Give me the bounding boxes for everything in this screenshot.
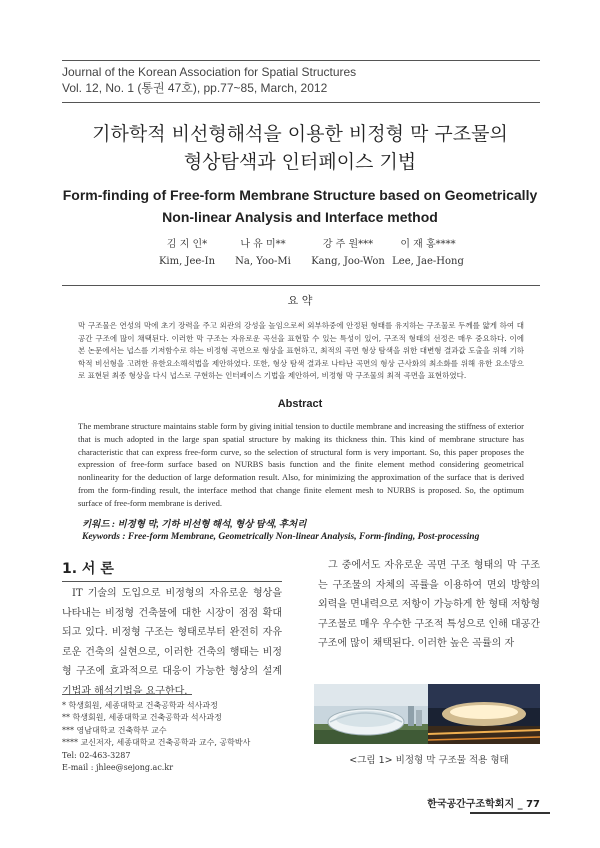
english-title: [0, 184, 600, 228]
footnote-rule: [62, 694, 192, 695]
footer-rule: [470, 812, 550, 814]
journal-issue: Vol. 12, No. 1 (통권 47호), pp.77~85, March, 2012: [62, 81, 328, 95]
author-name-ko: 강 주 원***: [322, 239, 374, 250]
author-name-en: Kang, Joo-Won: [311, 256, 385, 267]
journal-name: Journal of the Korean Association for Spatial Structures: [62, 65, 357, 79]
korean-title-line-2: 형상탐색과 인터페이스 기법: [183, 151, 417, 173]
footnotes: [62, 700, 282, 774]
summary-rule: [62, 285, 540, 286]
footnote: **** 교신저자, 세종대학교 건축공학과 교수, 공학박사: [62, 738, 251, 748]
intro-paragraph-left: IT 기술의 도입으로 비정형의 자유로운 형상을 나타내는 비정형 건축물에 대한 시장이 점점 확대되고 있다. 비정형 구조는 형태로부터 완전히 자유로운 건축의 실현으로, 이러한 건축의 행태는 비정형 구조에 효과적으로 대응이 가능한 형상의 설계 기법과 해석기법을 요구한다.: [62, 588, 282, 697]
abstract-heading: Abstract: [277, 398, 323, 410]
header-rule: [62, 102, 540, 103]
summary-korean: 막 구조물은 연성의 막에 초기 장력을 주고 외관의 강성을 높임으로써 외부하중에 안정된 형태를 유지하는 구조물로 두께를 얇게 하여 대공간 구조에 많이 채택된다. 이러한 막 구조는 자유로운 곡선을 표현할 수 있는 특성이 있어, 구조적 형태의 선정은 매우 중요하다. 이에 본 논문에서는 넙스를 기저함수로 하는 비정형 곡면으로 형상을 표현하고, 최적의 곡면 형상 탐색을 위한 대변형 결과값 도출을 위해 기하학적 비선형을 고려한 유한요소해석법을 제안하였다. 또한, 형상 탐색 결과로 나타난 곡면의 형상 근사화의 최소화를 위해 유한 요소망으로 표현된 최종 형상을 다시 넙스로 구현하는 인터페이스 기법을 제안하여, 비정형 막 구조물의 최적 곡면을 표현하였다.: [78, 321, 524, 380]
stadium-night-photo: [428, 684, 540, 744]
footnote: *** 영남대학교 건축학부 교수: [62, 725, 167, 735]
english-title-line-2: Non-linear Analysis and Interface method: [162, 209, 438, 225]
author-name-ko: 나 유 미**: [240, 239, 286, 250]
stadium-day-photo: [314, 684, 428, 744]
section-heading-introduction: 1. 서 론: [62, 561, 114, 577]
author-4: [373, 236, 483, 270]
english-title-line-1: Form-finding of Free-form Membrane Structure based on Geometrically: [62, 187, 538, 203]
author-name-ko: 이 재 홍****: [400, 239, 456, 250]
section-rule: [62, 581, 282, 582]
author-name-en: Lee, Jae-Hong: [392, 256, 464, 267]
footnote: E-mail : jhlee@sejong.ac.kr: [62, 763, 174, 773]
keywords-english: Keywords : Free-form Membrane, Geometrically Non-linear Analysis, Form-finding, Post-processing: [82, 532, 480, 542]
figure-caption: <그림 1> 비정형 막 구조물 적용 형태: [349, 755, 509, 766]
footnote: ** 학생회원, 세종대학교 건축공학과 석사과정: [62, 713, 222, 723]
footnote: Tel: 02-463-3287: [62, 750, 131, 760]
korean-title: [0, 120, 600, 176]
journal-header: [62, 64, 356, 96]
top-rule: [62, 60, 540, 61]
abstract-english: The membrane structure maintains stable form by giving initial tension to ductile membrane and increasing the stiffness of exterior that is much adopted in the large span spatial structure by making its thickness thin. This kind of membrane structure has characteristic that can express free-form curve, so the selection of structural form is very important. So, this paper proposes the expression of free-form surface based on NURBS basis function and the finite element method considering geometrical nonlinearity for the deduction of large deformation result. Also, for minimizing the approximation of the surface that is derived from the form-finding result, the interface method that change finite element mesh to NURBS is proposed. So, the optimum surface of free-form membrane is derived.: [78, 421, 524, 508]
footnote: * 학생회원, 세종대학교 건축공학과 석사과정: [62, 701, 218, 710]
author-name-en: Kim, Jee-In: [158, 256, 216, 267]
author-name-en: Na, Yoo-Mi: [235, 256, 291, 267]
korean-title-line-1: 기하학적 비선형해석을 이용한 비정형 막 구조물의: [92, 123, 508, 145]
page-footer: 한국공간구조학회지 _ 77: [427, 799, 540, 810]
intro-paragraph-right: 그 중에서도 자유로운 곡면 구조 형태의 막 구조는 구조물의 자체의 곡률을 이용하여 면외 방향의 외력을 면내력으로 저항이 가능하게 한 형태 저항형 구조물로 매우 우수한 구조적 특성으로 인해 대공간 구조에 많이 채택된다. 이러한 높은 곡률의 자: [318, 560, 540, 649]
author-name-ko: 김 지 인*: [166, 239, 208, 250]
summary-heading: 요 약: [287, 294, 313, 307]
keywords-korean: 키워드 : 비정형 막, 기하 비선형 해석, 형상 탐색, 후처리: [82, 520, 307, 530]
